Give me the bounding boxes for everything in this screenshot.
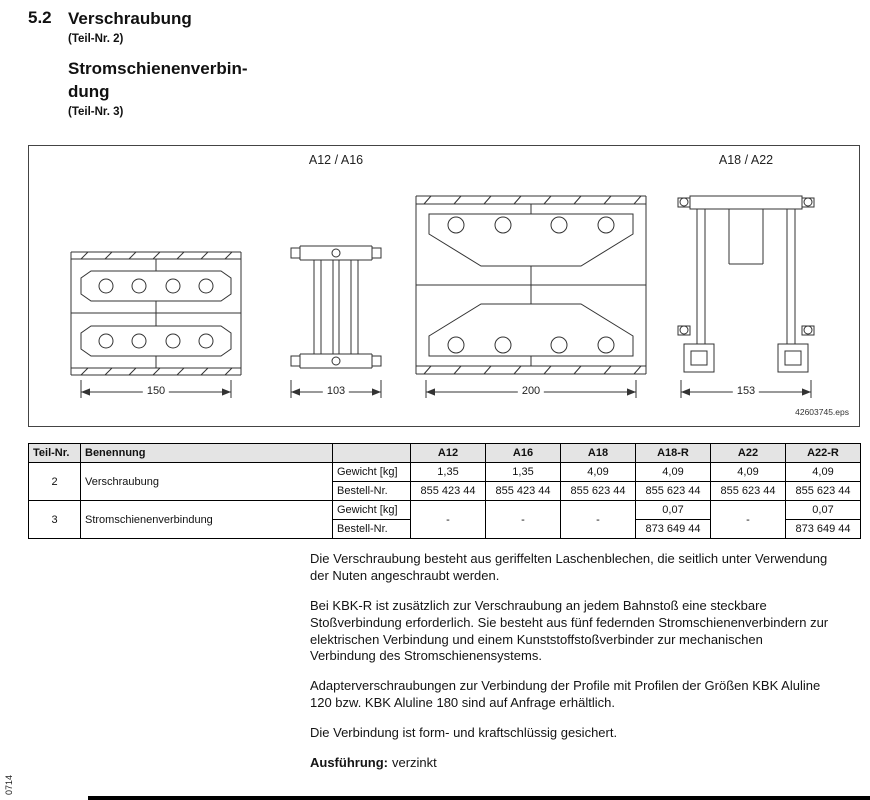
cell-weight-a22r: 0,07	[786, 501, 861, 520]
cell-a16-none: -	[486, 501, 561, 539]
table-header-row	[29, 444, 861, 463]
cell-order-a18: 855 623 44	[561, 482, 636, 501]
table-row-stromschiene-gewicht	[29, 501, 861, 520]
cell-weight-label: Gewicht [kg]	[333, 463, 411, 482]
cell-order-label: Bestell-Nr.	[333, 482, 411, 501]
ausfuehrung-label: Ausführung:	[310, 755, 388, 771]
figure-file-ref: 42603745.eps	[795, 407, 849, 417]
dimension-label-2: 103	[323, 385, 349, 397]
header-benennung: Benennung	[81, 444, 333, 463]
cell-benennung-stromschienenverbindung: Stromschienenverbindung	[81, 501, 333, 539]
table-row-verschraubung-gewicht	[29, 463, 861, 482]
col-header-a16: A16	[486, 444, 561, 463]
cell-order-a22r: 855 623 44	[786, 482, 861, 501]
part-number-note-2: (Teil-Nr. 3)	[68, 105, 124, 118]
cell-teil-nr-3: 3	[29, 501, 81, 539]
body-paragraph-1: Die Verschraubung besteht aus geriffelten Laschenblechen, die seitlich unter Verwendung der Nuten angeschraubt werden.	[310, 551, 828, 583]
cell-weight-a12: 1,35	[411, 463, 486, 482]
body-paragraph-3: Adapterverschraubungen zur Verbindung der Profile mit Profilen der Größen KBK Aluline 120 bzw. KBK Aluline 180 sind auf Anfrage erhältlich.	[310, 678, 821, 711]
cell-order-a18r: 873 649 44	[636, 520, 711, 539]
cell-benennung-verschraubung: Verschraubung	[81, 463, 333, 501]
col-header-a22: A22	[711, 444, 786, 463]
col-header-a12: A12	[411, 444, 486, 463]
col-header-a18r: A18-R	[636, 444, 711, 463]
body-paragraph-5	[310, 755, 832, 772]
header-spec	[333, 444, 411, 463]
cell-a12-none: -	[411, 501, 486, 539]
header-teil-nr: Teil-Nr.	[29, 444, 81, 463]
cell-order-a22r: 873 649 44	[786, 520, 861, 539]
body-paragraph-2: Bei KBK-R ist zusätzlich zur Verschraubung an jedem Bahnstoß eine steckbare Stoßverbindung erforderlich. Sie besteht aus fünf federnden Stromschienenverbindern zur elektrischen Verbindung und einem Kunststoffstoßverbinder zur mechanischen Verbindung des Stromschienensystems.	[310, 597, 829, 664]
section-title: Verschraubung	[68, 9, 192, 28]
cell-weight-a22: 4,09	[711, 463, 786, 482]
cell-order-a12: 855 423 44	[411, 482, 486, 501]
side-code: 0714	[4, 774, 14, 795]
cell-weight-label: Gewicht [kg]	[333, 501, 411, 520]
dimension-label-3: 200	[518, 385, 544, 397]
drawing-a12-a16-side-view	[71, 252, 241, 375]
cell-weight-a18r: 0,07	[636, 501, 711, 520]
dimension-label-4: 153	[733, 385, 759, 397]
cell-weight-a18: 4,09	[561, 463, 636, 482]
cell-a18-none: -	[561, 501, 636, 539]
drawing-a18-a22-cross-section	[678, 196, 814, 372]
parts-table	[28, 443, 861, 539]
part-number-note-1: (Teil-Nr. 2)	[68, 32, 124, 45]
cell-order-a22: 855 623 44	[711, 482, 786, 501]
drawing-a18-a22-side-view	[416, 196, 646, 374]
cell-order-label: Bestell-Nr.	[333, 520, 411, 539]
page-header	[28, 8, 248, 131]
section-heading	[28, 8, 248, 31]
cell-weight-a18r: 4,09	[636, 463, 711, 482]
figure-box	[28, 145, 860, 427]
cell-teil-nr-2: 2	[29, 463, 81, 501]
cell-order-a16: 855 423 44	[486, 482, 561, 501]
figure-group-label-left: A12 / A16	[308, 153, 364, 167]
technical-drawing	[29, 146, 859, 426]
col-header-a18: A18	[561, 444, 636, 463]
section-title-2-line2: dung	[68, 81, 110, 101]
cell-a22-none: -	[711, 501, 786, 539]
ausfuehrung-value: verzinkt	[391, 755, 437, 771]
drawing-a12-a16-cross-section	[291, 246, 381, 368]
cell-order-a18r: 855 623 44	[636, 482, 711, 501]
footer-rule	[88, 796, 870, 800]
body-paragraph-4: Die Verbindung ist form- und kraftschlüssig gesichert.	[310, 725, 618, 741]
section-title-2-line1: Stromschienenverbin-	[68, 58, 248, 78]
figure-group-label-right: A18 / A22	[718, 153, 774, 167]
col-header-a22r: A22-R	[786, 444, 861, 463]
body-text	[310, 551, 832, 785]
dimension-label-1: 150	[143, 385, 169, 397]
section-number: 5.2	[28, 8, 52, 27]
cell-weight-a16: 1,35	[486, 463, 561, 482]
cell-weight-a22r: 4,09	[786, 463, 861, 482]
